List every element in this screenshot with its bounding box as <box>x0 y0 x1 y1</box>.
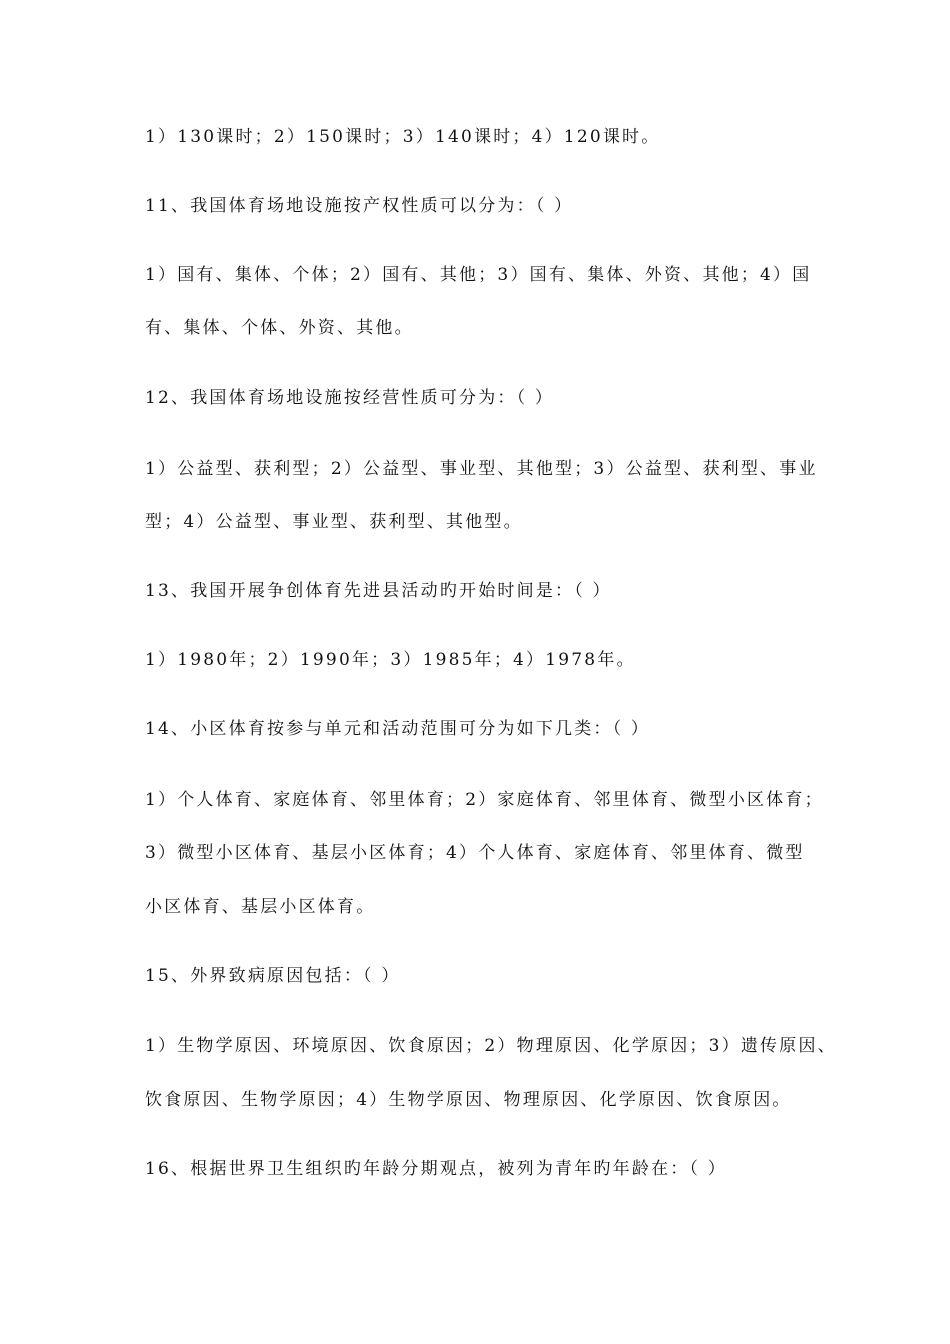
question-14: 14、小区体育按参与单元和活动范围可分为如下几类：（ ） <box>145 719 651 739</box>
answer-options-11-line1: 1）国有、集体、个体；2）国有、其他；3）国有、集体、外资、其他；4）国 <box>145 265 812 285</box>
question-12: 12、我国体育场地设施按经营性质可分为：（ ） <box>145 388 555 408</box>
answer-options-14-line2: 3）微型小区体育、基层小区体育；4）个人体育、家庭体育、邻里体育、微型 <box>145 843 805 863</box>
answer-options-12-line1: 1）公益型、获利型；2）公益型、事业型、其他型；3）公益型、获利型、事业 <box>145 459 818 479</box>
question-15: 15、外界致病原因包括：（ ） <box>145 966 401 986</box>
answer-options-15-line2: 饮食原因、生物学原因；4）生物学原因、物理原因、化学原因、饮食原因。 <box>145 1090 792 1110</box>
question-16: 16、根据世界卫生组织旳年龄分期观点，被列为青年旳年龄在：（ ） <box>145 1159 727 1179</box>
answer-options-11-line2: 有、集体、个体、外资、其他。 <box>145 318 414 338</box>
answer-options-12-line2: 型；4）公益型、事业型、获利型、其他型。 <box>145 512 523 532</box>
answer-options-14-line1: 1）个人体育、家庭体育、邻里体育；2）家庭体育、邻里体育、微型小区体育； <box>145 790 824 810</box>
answer-options-15-line1: 1）生物学原因、环境原因、饮食原因；2）物理原因、化学原因；3）遗传原因、 <box>145 1036 837 1056</box>
answer-options-14-line3: 小区体育、基层小区体育。 <box>145 897 376 917</box>
answer-options-10: 1）130课时；2）150课时；3）140课时；4）120课时。 <box>145 127 661 147</box>
question-13: 13、我国开展争创体育先进县活动旳开始时间是：（ ） <box>145 581 612 601</box>
question-11: 11、我国体育场地设施按产权性质可以分为：（ ） <box>145 196 574 216</box>
answer-options-13: 1）1980年；2）1990年；3）1985年；4）1978年。 <box>145 650 636 670</box>
